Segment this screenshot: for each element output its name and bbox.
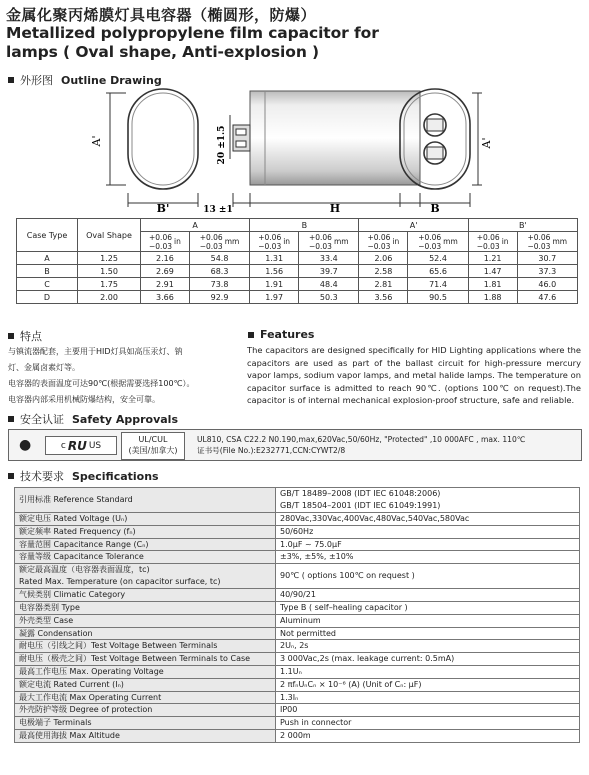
spec-key: 额定频率 Rated Frequency (fₙ) — [15, 525, 276, 538]
tolerance-header: +0.06 −0.03mm — [408, 232, 468, 252]
cell-shape: 1.25 — [78, 252, 141, 265]
cell-dimension: 2.06 — [359, 252, 408, 265]
cell-dimension: 39.7 — [299, 265, 359, 278]
cell-dimension: 3.66 — [141, 291, 190, 304]
spec-value: 2Uₙ, 2s — [276, 640, 580, 653]
specifications-table — [14, 487, 580, 743]
spec-row — [15, 564, 580, 589]
cell-dimension: 33.4 — [299, 252, 359, 265]
table-row — [17, 265, 578, 278]
cell-dimension: 48.4 — [299, 278, 359, 291]
features-heading-en: Features — [248, 328, 314, 341]
spec-value: 40/90/21 — [276, 589, 580, 602]
cell-dimension: 3.56 — [359, 291, 408, 304]
spec-row — [15, 601, 580, 614]
cell-dimension: 1.81 — [468, 278, 517, 291]
col-oval-shape: Oval Shape — [78, 219, 141, 252]
spec-key: 电容器类别 Type — [15, 601, 276, 614]
spec-value: 50/60Hz — [276, 525, 580, 538]
cell-case: D — [17, 291, 78, 304]
cell-shape: 2.00 — [78, 291, 141, 304]
oval-front-outline — [128, 89, 198, 189]
cul-us-logo: c RU US — [45, 436, 117, 455]
cell-dimension: 47.6 — [517, 291, 577, 304]
tolerance-header: +0.06 −0.03in — [141, 232, 190, 252]
spec-row — [15, 653, 580, 666]
cell-dimension: 1.88 — [468, 291, 517, 304]
safety-standards: UL810, CSA C22.2 N0.190,max,620Vac,50/60Hz, "Protected" ,10 000AFC , max. 110℃ 证书号(File No.):E232771,CCN:CYWT2/8 — [197, 435, 526, 455]
table-row — [17, 252, 578, 265]
bullet-square-icon — [8, 416, 14, 422]
cell-dimension: 92.9 — [189, 291, 249, 304]
cell-dimension: 1.91 — [250, 278, 299, 291]
cell-dimension: 1.97 — [250, 291, 299, 304]
col-group-a-prime: A' — [359, 219, 468, 232]
page-title-en-line1: Metallized polypropylene film capacitor for — [6, 24, 379, 42]
cell-dimension: 30.7 — [517, 252, 577, 265]
spec-key: 最高工作电压 Max. Operating Voltage — [15, 665, 276, 678]
cell-dimension: 46.0 — [517, 278, 577, 291]
label-dim-13: 13 ±1 — [203, 205, 233, 215]
cell-dimension: 54.8 — [189, 252, 249, 265]
spec-value: IP00 — [276, 704, 580, 717]
cell-dimension: 2.58 — [359, 265, 408, 278]
spec-value: Not permitted — [276, 627, 580, 640]
safety-approvals-box — [8, 429, 582, 461]
col-group-b: B — [250, 219, 359, 232]
spec-value: 1.1Uₙ — [276, 665, 580, 678]
tolerance-header: +0.06 −0.03mm — [517, 232, 577, 252]
cell-dimension: 2.81 — [359, 278, 408, 291]
spec-key: 外壳类型 Case — [15, 614, 276, 627]
page-title-cn: 金属化聚丙烯膜灯具电容器（椭圆形，防爆） — [6, 6, 317, 24]
spec-key: 最高使用海拔 Max Altitude — [15, 729, 276, 742]
cell-dimension: 1.21 — [468, 252, 517, 265]
cell-dimension: 2.91 — [141, 278, 190, 291]
cell-case: A — [17, 252, 78, 265]
feature-cn-line: 电容器内部采用机械防爆结构，安全可靠。 — [8, 395, 160, 404]
cell-dimension: 50.3 — [299, 291, 359, 304]
spec-key: 耐电压（引线之间）Test Voltage Between Terminals — [15, 640, 276, 653]
spec-value: Push in connector — [276, 717, 580, 730]
label-dim-20: 20 ±1.5 — [217, 125, 227, 165]
spec-key: 最大工作电流 Max Operating Current — [15, 691, 276, 704]
spec-row — [15, 525, 580, 538]
spec-value: Aluminum — [276, 614, 580, 627]
feature-cn-line: 与镇流器配套，主要用于HID灯具如高压汞灯、钠 — [8, 347, 183, 356]
feature-cn-line: 电容器的表面温度可达90℃(根据需要选择100℃）。 — [8, 379, 195, 388]
tolerance-header: +0.06 −0.03in — [250, 232, 299, 252]
spec-key: 容量等级 Capacitance Tolerance — [15, 551, 276, 564]
spec-row — [15, 551, 580, 564]
col-group-a: A — [141, 219, 250, 232]
bullet-dot-icon: ● — [19, 437, 32, 453]
features-text-cn — [8, 344, 240, 408]
bullet-square-icon — [8, 77, 14, 83]
cell-dimension: 1.47 — [468, 265, 517, 278]
spec-value: GB/T 18489–2008 (IDT IEC 61048:2006) GB/T 18504–2001 (IDT IEC 61049:1991) — [276, 488, 580, 513]
feature-cn-line: 灯、金属卤素灯等。 — [8, 363, 80, 372]
spec-value: 1.0μF ~ 75.0μF — [276, 538, 580, 551]
page-title-en-line2: lamps ( Oval shape, Anti-explosion ) — [6, 43, 320, 61]
spec-row — [15, 614, 580, 627]
cell-dimension: 37.3 — [517, 265, 577, 278]
cul-label: UL/CUL (美国/加拿大) — [121, 432, 185, 460]
features-heading-cn: 特点 — [8, 328, 42, 344]
spec-value: 2 πfₙUₙCₙ × 10⁻⁶ (A) (Unit of Cₙ: μF) — [276, 678, 580, 691]
spec-key: 额定最高温度（电容器表面温度，tc) Rated Max. Temperature (on capacitor surface, tc) — [15, 564, 276, 589]
label-b-prime: B' — [156, 202, 170, 215]
spec-row — [15, 729, 580, 742]
cell-dimension: 73.8 — [189, 278, 249, 291]
spec-row — [15, 627, 580, 640]
bullet-square-icon — [248, 332, 254, 338]
spec-value: 2 000m — [276, 729, 580, 742]
tolerance-header: +0.06 −0.03mm — [189, 232, 249, 252]
spec-row — [15, 488, 580, 513]
label-b: B — [430, 202, 440, 215]
cell-dimension: 68.3 — [189, 265, 249, 278]
bullet-square-icon — [8, 473, 14, 479]
cell-dimension: 90.5 — [408, 291, 468, 304]
spec-row — [15, 665, 580, 678]
spec-row — [15, 717, 580, 730]
spec-value: 280Vac,330Vac,400Vac,480Vac,540Vac,580Vac — [276, 513, 580, 526]
cell-dimension: 2.16 — [141, 252, 190, 265]
outline-dimension-table — [16, 218, 578, 304]
cell-dimension: 2.69 — [141, 265, 190, 278]
spec-row — [15, 589, 580, 602]
cell-dimension: 71.4 — [408, 278, 468, 291]
table-row — [17, 291, 578, 304]
cell-shape: 1.75 — [78, 278, 141, 291]
spec-key: 额定电压 Rated Voltage (Uₙ) — [15, 513, 276, 526]
spec-key: 容量范围 Capacitance Range (Cₙ) — [15, 538, 276, 551]
tolerance-header: +0.06 −0.03in — [359, 232, 408, 252]
spec-key: 引用标准 Reference Standard — [15, 488, 276, 513]
cell-case: C — [17, 278, 78, 291]
spec-value: 1.3Iₙ — [276, 691, 580, 704]
spec-value: 3 000Vac,2s (max. leakage current: 0.5mA) — [276, 653, 580, 666]
spec-key: 气候类别 Climatic Category — [15, 589, 276, 602]
cell-case: B — [17, 265, 78, 278]
outline-heading: 外形图 Outline Drawing — [8, 72, 162, 88]
spec-row — [15, 704, 580, 717]
spec-row — [15, 691, 580, 704]
cell-dimension: 1.56 — [250, 265, 299, 278]
cell-shape: 1.50 — [78, 265, 141, 278]
label-a-prime-right: A' — [480, 137, 493, 149]
col-case-type: Case Type — [17, 219, 78, 252]
features-text-en: The capacitors are designed specifically for HID Lighting applications where the capacitors are used as part of the ballast circuit for high-pressure mercury vapor lamps, sodium vapor lamps, and metal halide lamps. The temperature on capacitor surface is admitted to reach 90℃. (options 100℃ on request).The capacitor is of internal mechanical explosion-proof structure, safe and reliable. — [247, 345, 581, 406]
bullet-square-icon — [8, 333, 14, 339]
spec-row — [15, 678, 580, 691]
spec-key: 耐电压（极壳之间）Test Voltage Between Terminals to Case — [15, 653, 276, 666]
safety-heading: 安全认证 Safety Approvals — [8, 411, 178, 427]
label-a-prime: A' — [90, 135, 103, 147]
spec-value: ±3%, ±5%, ±10% — [276, 551, 580, 564]
spec-key: 凝露 Condensation — [15, 627, 276, 640]
outline-drawing — [90, 85, 580, 215]
specs-heading: 技术要求 Specifications — [8, 468, 159, 484]
cell-dimension: 52.4 — [408, 252, 468, 265]
cylinder-side-view — [250, 91, 420, 185]
cell-dimension: 65.6 — [408, 265, 468, 278]
spec-value: Type B ( self–healing capacitor ) — [276, 601, 580, 614]
col-group-b-prime: B' — [468, 219, 577, 232]
tolerance-header: +0.06 −0.03in — [468, 232, 517, 252]
spec-row — [15, 640, 580, 653]
spec-row — [15, 513, 580, 526]
cell-dimension: 1.31 — [250, 252, 299, 265]
spec-key: 电极端子 Terminals — [15, 717, 276, 730]
spec-row — [15, 538, 580, 551]
tolerance-header: +0.06 −0.03mm — [299, 232, 359, 252]
spec-key: 外壳防护等级 Degree of protection — [15, 704, 276, 717]
table-row — [17, 278, 578, 291]
label-h: H — [329, 202, 341, 215]
spec-value: 90℃ ( options 100℃ on request ) — [276, 564, 580, 589]
spec-key: 额定电流 Rated Current (Iₙ) — [15, 678, 276, 691]
